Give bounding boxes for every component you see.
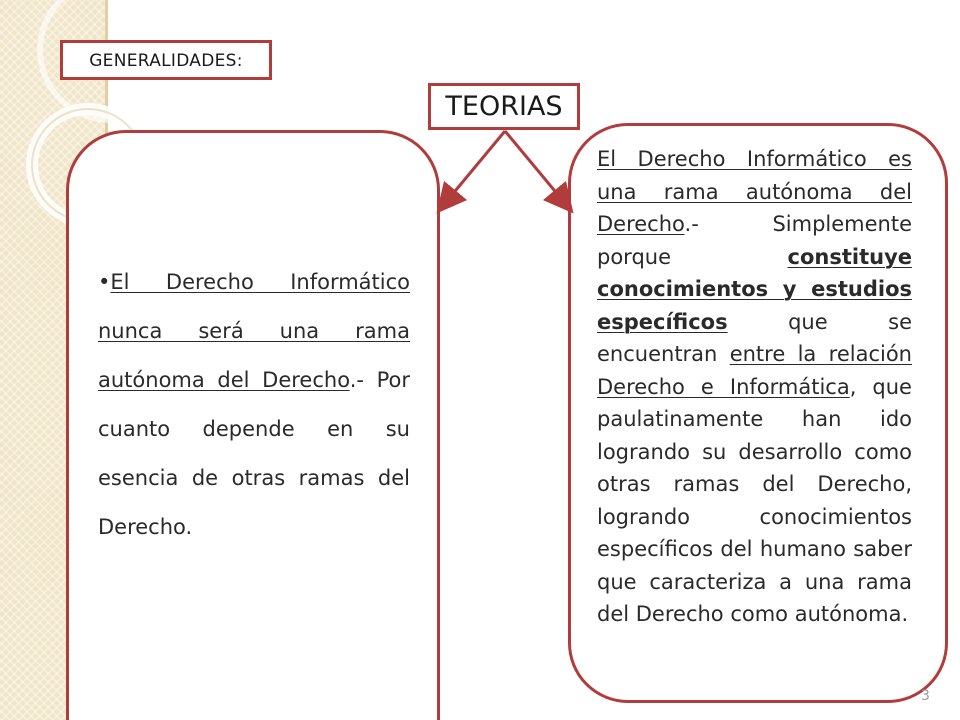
right-theory-relation: entre la relación Derecho e Informática [597, 342, 912, 399]
right-text-part: , que paulatinamente han ido logrando su desarrollo como otras ramas del Derecho, logrando conocimientos específicos del humano saber que caracteriza a una rama del Derecho como autónoma. [597, 374, 912, 626]
left-theory-reason: .- Por cuanto depende en su esencia de otras ramas del Derecho. [98, 368, 411, 539]
right-theory-statement: El Derecho Informático es una rama autónoma del Derecho [597, 147, 912, 236]
left-theory-text [98, 258, 410, 552]
right-theory-emphasis: constituye conocimientos y estudios específicos [597, 244, 912, 334]
left-theory-statement: El Derecho Informático nunca será una rama autónoma del Derecho [98, 270, 410, 392]
right-theory-text [597, 143, 912, 631]
page-number: 3 [921, 688, 930, 704]
bullet: • [98, 270, 111, 294]
right-text-part: que se encuentran [597, 309, 912, 366]
right-text-part: .- Simplemente porque [597, 212, 912, 269]
arrow-left [446, 131, 505, 202]
teorias-label: TEORIAS [428, 83, 580, 130]
generalidades-label: GENERALIDADES: [60, 40, 272, 80]
arrow-right [505, 131, 564, 202]
